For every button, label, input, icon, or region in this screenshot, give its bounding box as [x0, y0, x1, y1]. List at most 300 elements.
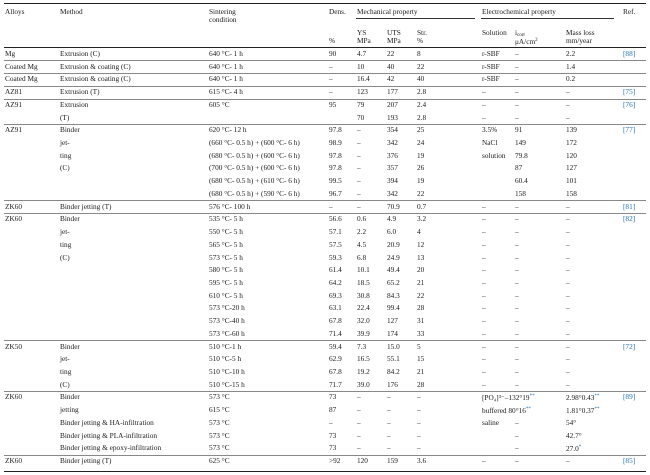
cell-massloss: – — [566, 328, 570, 338]
cell-ys: 4.7 — [357, 49, 367, 58]
cell-density: 98.9 — [329, 138, 342, 148]
cell-solution: – — [482, 265, 486, 275]
cell-massloss: – — [566, 379, 570, 389]
group-separator — [4, 99, 646, 100]
cell-sinter: 510 °C-10 h — [209, 367, 245, 376]
header-dens-unit: % — [329, 36, 336, 45]
cell-uts: 394 — [387, 176, 398, 186]
cell-icorr: – — [515, 316, 519, 326]
cell-ys: 2.2 — [357, 227, 367, 237]
cell-icorr: – — [515, 252, 519, 262]
footnote-marker: ** — [594, 394, 600, 400]
cell-uts: 15.0 — [387, 341, 400, 351]
header-alloys: Alloys — [5, 7, 25, 16]
cell-strain: 2.8 — [417, 112, 427, 122]
cell-solution: NaCl — [482, 138, 498, 148]
cell-uts: 49.4 — [387, 265, 400, 275]
cell-strain: 13 — [417, 252, 425, 262]
cell-strain: 24 — [417, 138, 425, 148]
cell-sinter: 573 °C — [209, 430, 230, 440]
cell-density: 95 — [329, 99, 337, 109]
cell-sinter: 605 °C — [209, 99, 230, 109]
cell-ys: 70 — [357, 112, 365, 122]
cell-solution: – — [482, 456, 486, 466]
cell-uts: 65.2 — [387, 277, 400, 287]
cell-sinter: 620 °C- 12 h — [209, 125, 247, 135]
cell-massloss: 42.7° — [566, 430, 582, 440]
cell-alloy: ZK50 — [5, 341, 23, 351]
header-massloss-1: Mass loss — [566, 28, 595, 37]
cell-icorr: 60.4 — [515, 176, 528, 186]
cell-density: >92 — [329, 456, 341, 466]
cell-sinter: (660 °C- 0.5 h) + (600 °C- 6 h) — [209, 138, 300, 148]
cell-uts: 6.0 — [387, 227, 397, 237]
cell-icorr: – — [515, 87, 519, 97]
cell-density: 73 — [329, 443, 337, 453]
group-separator — [4, 340, 646, 341]
cell-massloss: 1.4 — [566, 61, 576, 71]
cell-ys: 16.5 — [357, 354, 370, 364]
cell-uts: 4.9 — [387, 214, 397, 224]
header-icorr: $i_{corr}$ — [515, 28, 526, 38]
cell-massloss: – — [566, 99, 570, 109]
cell-density: 97.8 — [329, 125, 342, 135]
cell-massloss: – — [566, 201, 570, 211]
cell-ref[interactable]: [77] — [623, 125, 636, 135]
header-mech-group: Mechanical property — [357, 7, 418, 16]
cell-strain: 20 — [417, 265, 425, 275]
cell-alloy: ZK60 — [5, 201, 23, 211]
cell-uts: 174 — [387, 328, 398, 338]
cell-massloss: 139 — [566, 125, 577, 135]
cell-icorr: – — [515, 328, 519, 338]
cell-solution: – — [482, 252, 486, 262]
electro-group-underline — [481, 18, 614, 19]
cell-icorr: – — [515, 379, 519, 389]
cell-ys: 18.5 — [357, 277, 370, 287]
cell-solution: – — [482, 341, 486, 351]
cell-icorr: – — [515, 214, 519, 224]
cell-ys: 16.4 — [357, 74, 370, 84]
group-separator — [4, 124, 646, 125]
cell-icorr: – — [515, 367, 519, 376]
cell-massloss: – — [566, 252, 570, 262]
cell-icorr: 87 — [515, 163, 523, 173]
cell-sinter: 640 °C- 1 h — [209, 61, 243, 71]
cell-strain: 22 — [417, 61, 425, 71]
cell-density: 57.5 — [329, 239, 342, 249]
cell-uts: 376 — [387, 150, 398, 160]
cell-method: Binder — [60, 125, 80, 135]
cell-density: 73 — [329, 430, 337, 440]
cell-uts: 42 — [387, 74, 395, 84]
cell-ys: 10 — [357, 61, 365, 71]
cell-strain: 15 — [417, 354, 425, 364]
cell-uts: 84.2 — [387, 367, 400, 376]
cell-density: 99.5 — [329, 176, 342, 186]
cell-massloss: – — [566, 214, 570, 224]
group-separator — [4, 391, 646, 392]
cell-massloss: – — [566, 290, 570, 300]
cell-ys: – — [357, 201, 361, 211]
cell-sinter: 615 °C — [209, 405, 230, 415]
cell-alloy: AZ91 — [5, 99, 23, 109]
header-ys-1: YS — [357, 28, 367, 37]
cell-density: 67.8 — [329, 367, 342, 376]
cell-icorr: – — [515, 417, 519, 427]
header-ref: Ref. — [623, 7, 636, 16]
cell-ys: – — [357, 430, 361, 440]
cell-ys: 123 — [357, 87, 368, 97]
group-separator — [4, 213, 646, 214]
cell-density: – — [329, 74, 333, 84]
cell-uts: 20.9 — [387, 239, 400, 249]
cell-massloss: – — [566, 239, 570, 249]
cell-method: (T) — [60, 112, 70, 122]
cell-uts: 40 — [387, 61, 395, 71]
cell-massloss: 2.2 — [566, 49, 576, 58]
cell-solution: solution — [482, 150, 506, 160]
cell-icorr: – — [515, 290, 519, 300]
cell-strain: 26 — [417, 163, 425, 173]
cell-density: – — [329, 417, 333, 427]
cell-solution: – — [482, 367, 486, 376]
top-rule — [4, 3, 646, 4]
cell-solution: 3.5% — [482, 125, 498, 135]
cell-density: – — [329, 87, 333, 97]
cell-ref[interactable]: [81] — [623, 201, 636, 211]
header-str-1: Str. — [417, 28, 427, 37]
header-rule — [4, 47, 646, 48]
cell-density: 97.8 — [329, 150, 342, 160]
cell-solution: – — [482, 328, 486, 338]
header-method: Method — [60, 7, 83, 16]
cell-method: Binder jetting & PLA-infiltration — [60, 430, 158, 440]
cell-solution: – — [482, 112, 486, 122]
cell-strain: 28 — [417, 303, 425, 313]
cell-strain: – — [417, 392, 421, 402]
cell-massloss: 127 — [566, 163, 577, 173]
cell-sinter: 576 °C- 100 h — [209, 201, 251, 211]
cell-solution: [PO₄]³⁻–132°19** — [482, 393, 535, 403]
cell-density: 59.3 — [329, 252, 342, 262]
cell-uts: 70.9 — [387, 201, 400, 211]
cell-density: 90 — [329, 49, 337, 58]
cell-method: ting — [60, 150, 72, 160]
cell-massloss: – — [566, 87, 570, 97]
cell-icorr: – — [515, 265, 519, 275]
cell-uts: – — [387, 392, 391, 402]
cell-ys: – — [357, 417, 361, 427]
cell-sinter: 573 °C — [209, 417, 230, 427]
cell-alloy: Coated Mg — [5, 61, 38, 71]
cell-sinter: 573 °C-60 h — [209, 328, 245, 338]
cell-massloss: 1.81°0.37** — [566, 406, 600, 416]
cell-sinter: 565 °C- 5 h — [209, 239, 243, 249]
cell-strain: 19 — [417, 176, 425, 186]
mech-group-underline — [356, 18, 475, 19]
cell-method: jet- — [60, 227, 70, 237]
cell-ref[interactable]: [88] — [623, 49, 636, 58]
cell-density: 64.2 — [329, 277, 342, 287]
cell-solution: – — [482, 99, 486, 109]
cell-strain: 3.6 — [417, 456, 427, 466]
cell-method: ting — [60, 367, 72, 376]
cell-massloss: – — [566, 367, 570, 376]
cell-massloss: 120 — [566, 150, 577, 160]
cell-strain: – — [417, 405, 421, 415]
cell-strain: 33 — [417, 328, 425, 338]
cell-ys: – — [357, 176, 361, 186]
cell-sinter: 573 °C-20 h — [209, 303, 245, 313]
cell-icorr: – — [515, 61, 519, 71]
header-uts-2: MPa — [387, 36, 401, 45]
cell-strain: 5 — [417, 341, 421, 351]
cell-method: Extrusion & coating (C) — [60, 74, 131, 84]
cell-uts: 354 — [387, 125, 398, 135]
cell-method: Extrusion (C) — [60, 49, 100, 58]
header-sintering-2: condition — [209, 15, 237, 24]
cell-solution: – — [482, 316, 486, 326]
cell-icorr: 91 — [515, 125, 523, 135]
cell-method: Extrusion — [60, 99, 89, 109]
cell-method: Binder — [60, 341, 80, 351]
header-str-2: % — [417, 36, 424, 45]
cell-icorr: – — [515, 303, 519, 313]
cell-density: 87 — [329, 405, 337, 415]
cell-density: 57.1 — [329, 227, 342, 237]
cell-massloss: – — [566, 341, 570, 351]
cell-uts: 193 — [387, 112, 398, 122]
cell-sinter: 510 °C-15 h — [209, 379, 245, 389]
cell-icorr: – — [515, 354, 519, 364]
cell-ys: 6.8 — [357, 252, 367, 262]
cell-icorr: – — [515, 443, 519, 453]
cell-ref[interactable]: [72] — [623, 341, 636, 351]
cell-method: Binder — [60, 392, 80, 402]
cell-massloss: 101 — [566, 176, 577, 186]
cell-massloss: – — [566, 277, 570, 287]
cell-ys: 10.1 — [357, 265, 370, 275]
cell-method: (C) — [60, 163, 70, 173]
cell-method: (C) — [60, 379, 70, 389]
cell-density: 71.7 — [329, 379, 342, 389]
cell-solution: – — [482, 290, 486, 300]
cell-uts: 99.4 — [387, 303, 400, 313]
cell-icorr: 79.8 — [515, 150, 528, 160]
cell-strain: 3.2 — [417, 214, 427, 224]
cell-ref[interactable]: [89] — [623, 392, 636, 402]
cell-ys: 32.0 — [357, 316, 370, 326]
header-massloss-2: mm/year — [566, 36, 592, 45]
cell-strain: – — [417, 417, 421, 427]
cell-method: Binder jetting & HA-infiltration — [60, 417, 154, 427]
cell-method: ting — [60, 239, 72, 249]
cell-massloss: – — [566, 265, 570, 275]
cell-method: Extrusion & coating (C) — [60, 61, 131, 71]
cell-density: 69.3 — [329, 290, 342, 300]
cell-ys: – — [357, 188, 361, 198]
cell-strain: 8 — [417, 49, 421, 58]
cell-ys: – — [357, 125, 361, 135]
cell-solution: saline — [482, 417, 500, 427]
cell-uts: 357 — [387, 163, 398, 173]
cell-sinter: 573 °C — [209, 443, 230, 453]
cell-solution: r-SBF — [482, 49, 500, 58]
cell-massloss: 172 — [566, 138, 577, 148]
cell-sinter: 610 °C- 5 h — [209, 290, 243, 300]
cell-density: 97.8 — [329, 163, 342, 173]
cell-sinter: (700 °C- 0.5 h) + (600 °C- 6 h) — [209, 163, 300, 173]
cell-icorr: – — [515, 341, 519, 351]
cell-method: Binder jetting (T) — [60, 201, 112, 211]
cell-density: 71.4 — [329, 328, 342, 338]
cell-sinter: (680 °C- 0.5 h) + (610 °C- 6 h) — [209, 176, 300, 186]
cell-strain: 21 — [417, 367, 425, 376]
cell-density: 96.7 — [329, 188, 342, 198]
cell-strain: 31 — [417, 316, 425, 326]
cell-icorr: 149 — [515, 138, 526, 148]
cell-method: jet- — [60, 354, 70, 364]
cell-ref[interactable]: [85] — [623, 456, 636, 466]
cell-alloy: ZK60 — [5, 456, 23, 466]
footnote-marker: ** — [525, 407, 531, 413]
cell-solution: – — [482, 379, 486, 389]
cell-ref[interactable]: [76] — [623, 99, 636, 109]
cell-sinter: 535 °C- 5 h — [209, 214, 243, 224]
cell-sinter: 625 °C — [209, 456, 230, 466]
cell-ys: 4.5 — [357, 239, 367, 249]
cell-strain: 0.7 — [417, 201, 427, 211]
cell-sinter: 573 °C — [209, 392, 230, 402]
cell-icorr: – — [515, 239, 519, 249]
cell-alloy: ZK60 — [5, 214, 23, 224]
cell-sinter: 510 °C-1 h — [209, 341, 242, 351]
cell-strain: 22 — [417, 290, 425, 300]
cell-ys: – — [357, 163, 361, 173]
cell-sinter: 640 °C- 1 h — [209, 49, 243, 58]
cell-uts: 127 — [387, 316, 398, 326]
cell-method: Extrusion (T) — [60, 87, 100, 97]
cell-solution: – — [482, 354, 486, 364]
cell-solution: – — [482, 239, 486, 249]
cell-density: 73 — [329, 392, 337, 402]
cell-icorr: – — [515, 227, 519, 237]
cell-icorr: – — [515, 277, 519, 287]
cell-ys: 30.8 — [357, 290, 370, 300]
cell-icorr: – — [515, 112, 519, 122]
cell-method: jetting — [60, 405, 79, 415]
cell-density: – — [329, 201, 333, 211]
cell-sinter: 640 °C- 1 h — [209, 74, 243, 84]
cell-ys: – — [357, 138, 361, 148]
cell-density: 62.9 — [329, 354, 342, 364]
cell-strain: 2.8 — [417, 87, 427, 97]
cell-strain: – — [417, 430, 421, 440]
cell-density: 63.1 — [329, 303, 342, 313]
cell-strain: 19 — [417, 150, 425, 160]
header-solution: Solution — [482, 28, 507, 37]
cell-ys: – — [357, 150, 361, 160]
cell-solution: – — [482, 303, 486, 313]
cell-strain: 2.4 — [417, 99, 427, 109]
cell-method: jet- — [60, 138, 70, 148]
cell-massloss: 158 — [566, 188, 577, 198]
cell-uts: 159 — [387, 456, 398, 466]
cell-method: Binder — [60, 214, 80, 224]
cell-sinter: 510 °C-5 h — [209, 354, 242, 364]
cell-icorr: – — [515, 456, 519, 466]
cell-icorr: 158 — [515, 188, 526, 198]
cell-ys: 120 — [357, 456, 368, 466]
header-sintering-1: Sintering — [209, 7, 236, 16]
cell-alloy: Coated Mg — [5, 74, 38, 84]
cell-strain: 21 — [417, 277, 425, 287]
cell-uts: 22 — [387, 49, 395, 58]
cell-uts: 55.1 — [387, 354, 400, 364]
cell-uts: 84.3 — [387, 290, 400, 300]
cell-ys: 79 — [357, 99, 365, 109]
cell-sinter: (680 °C- 0.5 h) + (600 °C- 6 h) — [209, 150, 300, 160]
cell-massloss: – — [566, 354, 570, 364]
header-electro-group: Electrochemical property — [482, 7, 556, 16]
cell-ys: 19.2 — [357, 367, 370, 376]
cell-solution: r-SBF — [482, 74, 500, 84]
cell-strain: – — [417, 443, 421, 453]
cell-uts: 342 — [387, 138, 398, 148]
cell-solution: – — [482, 227, 486, 237]
cell-density: 56.6 — [329, 214, 342, 224]
cell-massloss: 27.0* — [566, 444, 582, 454]
cell-ys: 22.4 — [357, 303, 370, 313]
cell-massloss: – — [566, 303, 570, 313]
cell-solution: – — [482, 87, 486, 97]
cell-density: 61.4 — [329, 265, 342, 275]
cell-massloss: 2.98°0.43** — [566, 393, 600, 403]
cell-massloss: – — [566, 112, 570, 122]
cell-icorr: – — [515, 99, 519, 109]
cell-uts: – — [387, 430, 391, 440]
cell-strain: 40 — [417, 74, 425, 84]
cell-alloy: AZ91 — [5, 125, 23, 135]
cell-massloss: – — [566, 456, 570, 466]
cell-ref[interactable]: [82] — [623, 214, 636, 224]
cell-ys: 39.0 — [357, 379, 370, 389]
cell-solution: – — [482, 277, 486, 287]
cell-massloss: 0.2 — [566, 74, 576, 84]
cell-icorr: – — [515, 430, 519, 440]
cell-solution: buffered 80°16** — [482, 406, 531, 416]
cell-ys: 0.6 — [357, 214, 367, 224]
footnote-marker: ** — [529, 394, 535, 400]
cell-sinter: 550 °C- 5 h — [209, 227, 243, 237]
cell-uts: 342 — [387, 188, 398, 198]
cell-sinter: (680 °C- 0.5 h) + (590 °C- 6 h) — [209, 188, 300, 198]
cell-ref[interactable]: [75] — [623, 87, 636, 97]
cell-solution: – — [482, 201, 486, 211]
bottom-rule — [4, 471, 646, 472]
cell-ys: 7.3 — [357, 341, 367, 351]
cell-alloy: Mg — [5, 49, 16, 58]
cell-strain: 4 — [417, 227, 421, 237]
cell-method: (C) — [60, 252, 70, 262]
cell-icorr: – — [515, 201, 519, 211]
cell-solution: – — [482, 214, 486, 224]
cell-icorr: – — [515, 49, 519, 58]
header-uts-1: UTS — [387, 28, 401, 37]
cell-strain: 28 — [417, 379, 425, 389]
cell-ys: – — [357, 443, 361, 453]
